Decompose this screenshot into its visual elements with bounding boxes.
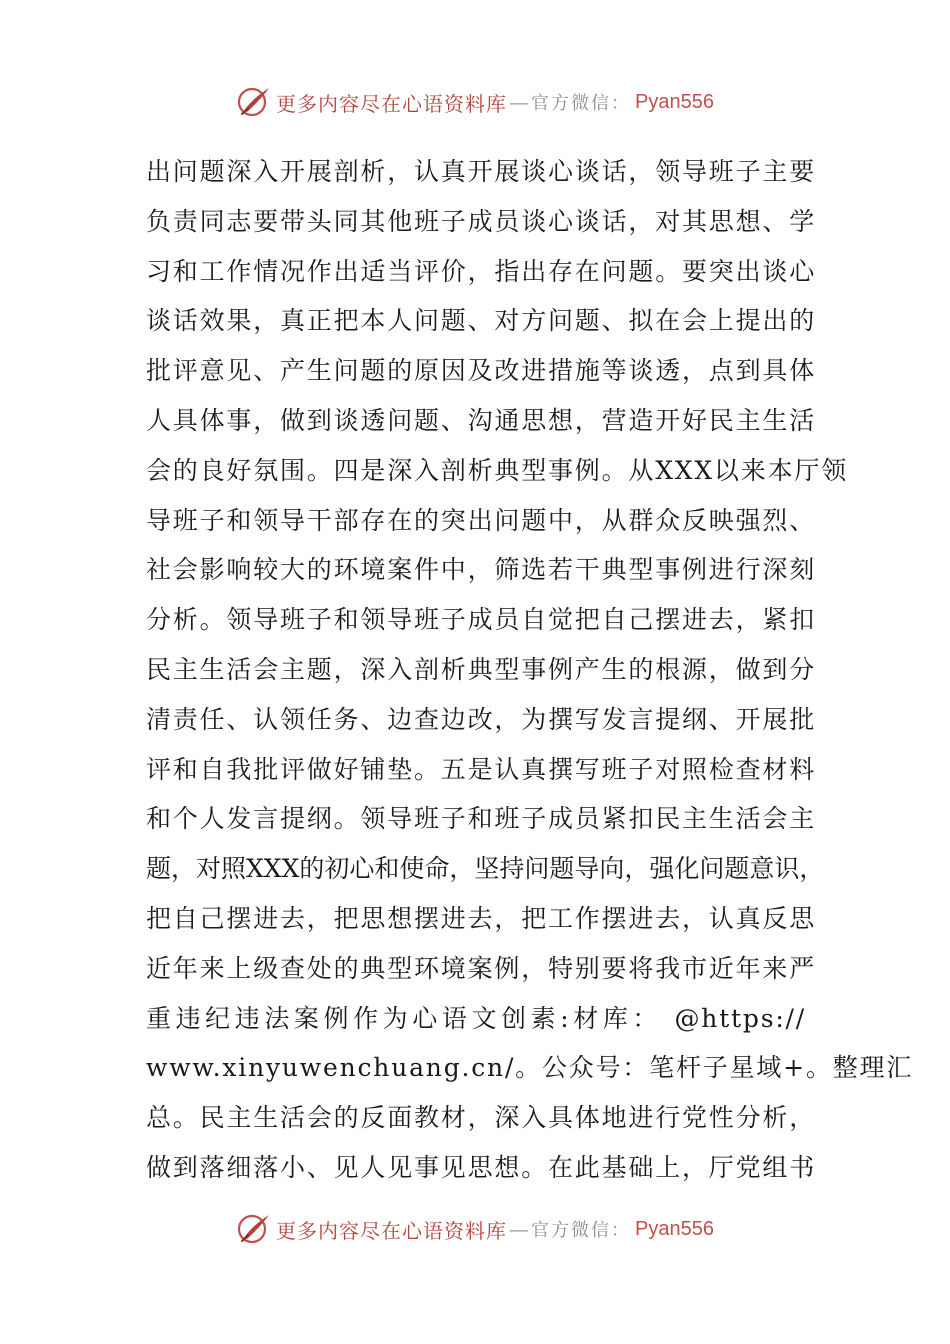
body-line: 评和自我批评做好铺垫。五是认真撰写班子对照检查材料 (146, 754, 817, 784)
body-line: 社会影响较大的环境案件中，筛选若干典型事例进行深刻 (146, 555, 817, 585)
header-brand-text: 更多内容尽在心语资料库 (276, 91, 508, 116)
header-wechat-id: Pyan556 (635, 90, 714, 113)
document-body (146, 147, 914, 1193)
header-banner (0, 82, 950, 122)
body-line: 把自己摆进去，把思想摆进去，把工作摆进去，认真反思 (146, 903, 817, 933)
body-line: 题，对照XXX的初心和使命，坚持问题导向，强化问题意识， (146, 854, 825, 884)
footer-banner (0, 1209, 950, 1249)
body-line: 谈话效果，真正把本人问题、对方问题、拟在会上提出的 (146, 306, 817, 336)
header-separator: — (509, 90, 530, 114)
body-line: 民主生活会主题，深入剖析典型事例产生的根源，做到分 (146, 654, 817, 684)
body-line: 人具体事，做到谈透问题、沟通思想，营造开好民主生活 (146, 405, 817, 435)
body-line: 导班子和领导干部存在的突出问题中，从群众反映强烈、 (146, 505, 817, 535)
body-line: 清责任、认领任务、边查边改，为撰写发言提纲、开展批 (146, 704, 817, 734)
quill-logo-icon (236, 1211, 272, 1247)
body-line: 习和工作情况作出适当评价，指出存在问题。要突出谈心 (146, 256, 817, 286)
body-line: 近年来上级查处的典型环境案例，特别要将我市近年来严 (146, 953, 817, 983)
quill-logo-icon (236, 84, 272, 120)
footer-wechat-label: 官方微信： (531, 1220, 632, 1241)
body-line: 负责同志要带头同其他班子成员谈心谈话，对其思想、学 (146, 206, 817, 236)
body-line: 批评意见、产生问题的原因及改进措施等谈透，点到具体 (146, 356, 817, 386)
footer-separator: — (509, 1217, 530, 1241)
body-line: 出问题深入开展剖析，认真开展谈心谈话，领导班子主要 (146, 157, 817, 186)
body-line: 分析。领导班子和领导班子成员自觉把自己摆进去，紧扣 (146, 605, 817, 635)
body-line: 和个人发言提纲。领导班子和班子成员紧扣民主生活会主 (146, 804, 817, 834)
footer-wechat-id: Pyan556 (635, 1217, 714, 1240)
body-line: 做到落细落小、见人见事见思想。在此基础上，厅党组书 (146, 1152, 817, 1182)
body-line: 会的良好氛围。四是深入剖析典型事例。从XXX以来本厅领 (146, 455, 848, 485)
body-line: 重违纪违法案例作为心语文创素:材库： @https:// (146, 1003, 806, 1033)
body-line: 总。民主生活会的反面教材，深入具体地进行党性分析， (146, 1103, 817, 1133)
body-line: www.xinyuwenchuang.cn/。公众号：笔杆子星域+。整理汇 (146, 1053, 914, 1083)
footer-brand-text: 更多内容尽在心语资料库 (276, 1218, 508, 1243)
header-wechat-label: 官方微信： (531, 93, 632, 114)
